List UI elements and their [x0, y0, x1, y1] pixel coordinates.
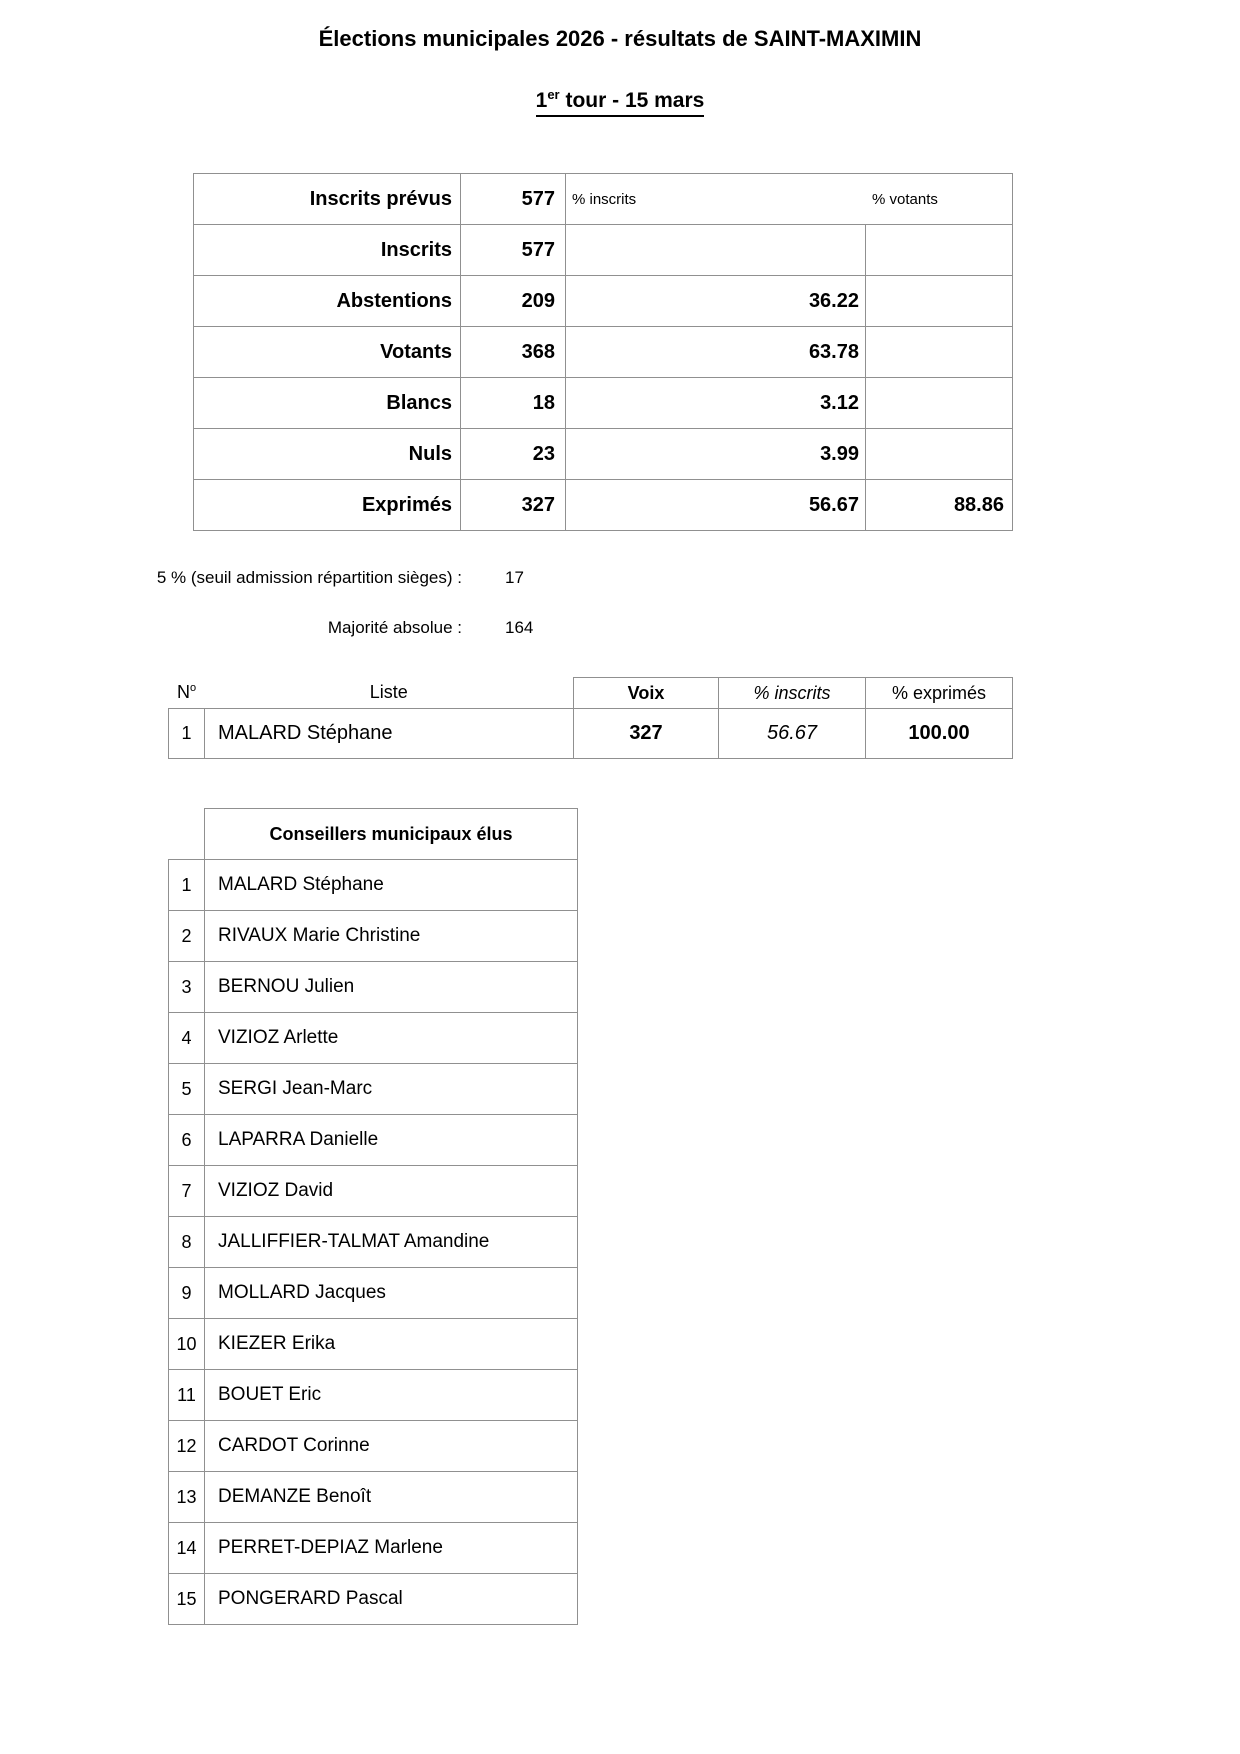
conseiller-row [169, 911, 578, 962]
col-header-pct-inscrits: % inscrits [719, 678, 866, 709]
seuil-label: 5 % (seuil admission répartition sièges) : [156, 568, 462, 587]
majorite-value: 164 [505, 618, 534, 637]
row-pct-votants [866, 225, 1013, 276]
row-value: 18 [461, 378, 566, 429]
liste-pct-inscrits: 56.67 [719, 709, 866, 759]
row-label: Blancs [194, 378, 461, 429]
row-pct-votants [866, 327, 1013, 378]
table-row [194, 480, 1013, 531]
table-row [194, 174, 1013, 225]
conseiller-number: 15 [169, 1574, 205, 1625]
round-subtitle [0, 87, 1240, 117]
liste-name: MALARD Stéphane [205, 709, 574, 759]
conseiller-row [169, 1421, 578, 1472]
table-row [194, 225, 1013, 276]
conseiller-row [169, 1013, 578, 1064]
liste-results-table [168, 677, 1013, 759]
col-header-numero: $N^o$ [169, 678, 205, 709]
header-spacer [169, 809, 205, 860]
conseiller-name: BERNOU Julien [205, 962, 578, 1013]
row-pct-inscrits: 63.78 [566, 327, 866, 378]
pct-inscrits-header: % inscrits [572, 190, 637, 208]
conseillers-table [168, 808, 578, 1625]
conseiller-row [169, 1319, 578, 1370]
conseillers-table-title: Conseillers municipaux élus [205, 809, 578, 860]
conseiller-row [169, 1370, 578, 1421]
row-pct-votants [866, 429, 1013, 480]
conseiller-number: 7 [169, 1166, 205, 1217]
conseiller-number: 3 [169, 962, 205, 1013]
row-pct-votants [866, 276, 1013, 327]
conseiller-row [169, 1472, 578, 1523]
row-pct-votants: 88.86 [866, 480, 1013, 531]
round-number: 1 [535, 89, 548, 112]
table-row [194, 327, 1013, 378]
conseiller-name: CARDOT Corinne [205, 1421, 578, 1472]
conseiller-name: MOLLARD Jacques [205, 1268, 578, 1319]
conseiller-row [169, 1268, 578, 1319]
table-row [194, 276, 1013, 327]
participation-summary-table [193, 173, 1013, 531]
conseiller-name: SERGI Jean-Marc [205, 1064, 578, 1115]
row-pct-inscrits [566, 225, 866, 276]
conseiller-row [169, 1166, 578, 1217]
round-subtitle-text [536, 87, 705, 117]
col-header-liste: Liste [205, 678, 574, 709]
conseiller-number: 8 [169, 1217, 205, 1268]
conseiller-number: 12 [169, 1421, 205, 1472]
row-value: 23 [461, 429, 566, 480]
conseiller-number: 2 [169, 911, 205, 962]
conseiller-name: KIEZER Erika [205, 1319, 578, 1370]
conseiller-name: BOUET Eric [205, 1370, 578, 1421]
conseiller-row [169, 860, 578, 911]
conseiller-number: 10 [169, 1319, 205, 1370]
table-row [194, 378, 1013, 429]
conseiller-name: PERRET-DEPIAZ Marlene [205, 1523, 578, 1574]
row-pct-inscrits: 3.12 [566, 378, 866, 429]
conseiller-number: 6 [169, 1115, 205, 1166]
conseiller-name: JALLIFFIER-TALMAT Amandine [205, 1217, 578, 1268]
percent-column-headers [566, 174, 1013, 225]
col-header-voix: Voix [574, 678, 719, 709]
conseiller-name: DEMANZE Benoît [205, 1472, 578, 1523]
conseiller-name: VIZIOZ David [205, 1166, 578, 1217]
conseiller-row [169, 1115, 578, 1166]
conseiller-number: 4 [169, 1013, 205, 1064]
row-value: 577 [461, 174, 566, 225]
row-pct-votants [866, 378, 1013, 429]
conseiller-number: 1 [169, 860, 205, 911]
row-label: Votants [194, 327, 461, 378]
liste-result-row [169, 709, 1013, 759]
row-value: 577 [461, 225, 566, 276]
conseiller-name: PONGERARD Pascal [205, 1574, 578, 1625]
row-label: Inscrits prévus [194, 174, 461, 225]
row-pct-inscrits: 3.99 [566, 429, 866, 480]
conseiller-number: 11 [169, 1370, 205, 1421]
row-value: 209 [461, 276, 566, 327]
conseiller-row [169, 962, 578, 1013]
liste-voix: 327 [574, 709, 719, 759]
conseiller-row [169, 1523, 578, 1574]
conseiller-row [169, 1064, 578, 1115]
pct-votants-header: % votants [872, 190, 938, 208]
conseiller-name: MALARD Stéphane [205, 860, 578, 911]
conseiller-row [169, 1574, 578, 1625]
round-ordinal-sup: er [547, 87, 560, 102]
conseiller-number: 13 [169, 1472, 205, 1523]
majorite-label: Majorité absolue : [327, 618, 462, 637]
row-pct-inscrits: 56.67 [566, 480, 866, 531]
table-row [194, 429, 1013, 480]
conseiller-number: 14 [169, 1523, 205, 1574]
round-date: tour - 15 mars [559, 89, 705, 112]
conseiller-number: 9 [169, 1268, 205, 1319]
row-label: Inscrits [194, 225, 461, 276]
liste-pct-exprimes: 100.00 [866, 709, 1013, 759]
conseillers-header-row [169, 809, 578, 860]
seuil-value: 17 [505, 568, 524, 587]
conseiller-name: LAPARRA Danielle [205, 1115, 578, 1166]
col-header-pct-exprimes: % exprimés [866, 678, 1013, 709]
page-title: Élections municipales 2026 - résultats de SAINT-MAXIMIN [318, 26, 922, 51]
row-label: Exprimés [194, 480, 461, 531]
conseiller-name: VIZIOZ Arlette [205, 1013, 578, 1064]
conseiller-name: RIVAUX Marie Christine [205, 911, 578, 962]
conseiller-row [169, 1217, 578, 1268]
conseiller-number: 5 [169, 1064, 205, 1115]
row-value: 368 [461, 327, 566, 378]
table-header-row [169, 678, 1013, 709]
row-label: Nuls [194, 429, 461, 480]
row-label: Abstentions [194, 276, 461, 327]
liste-number: 1 [169, 709, 205, 759]
row-pct-inscrits: 36.22 [566, 276, 866, 327]
row-value: 327 [461, 480, 566, 531]
